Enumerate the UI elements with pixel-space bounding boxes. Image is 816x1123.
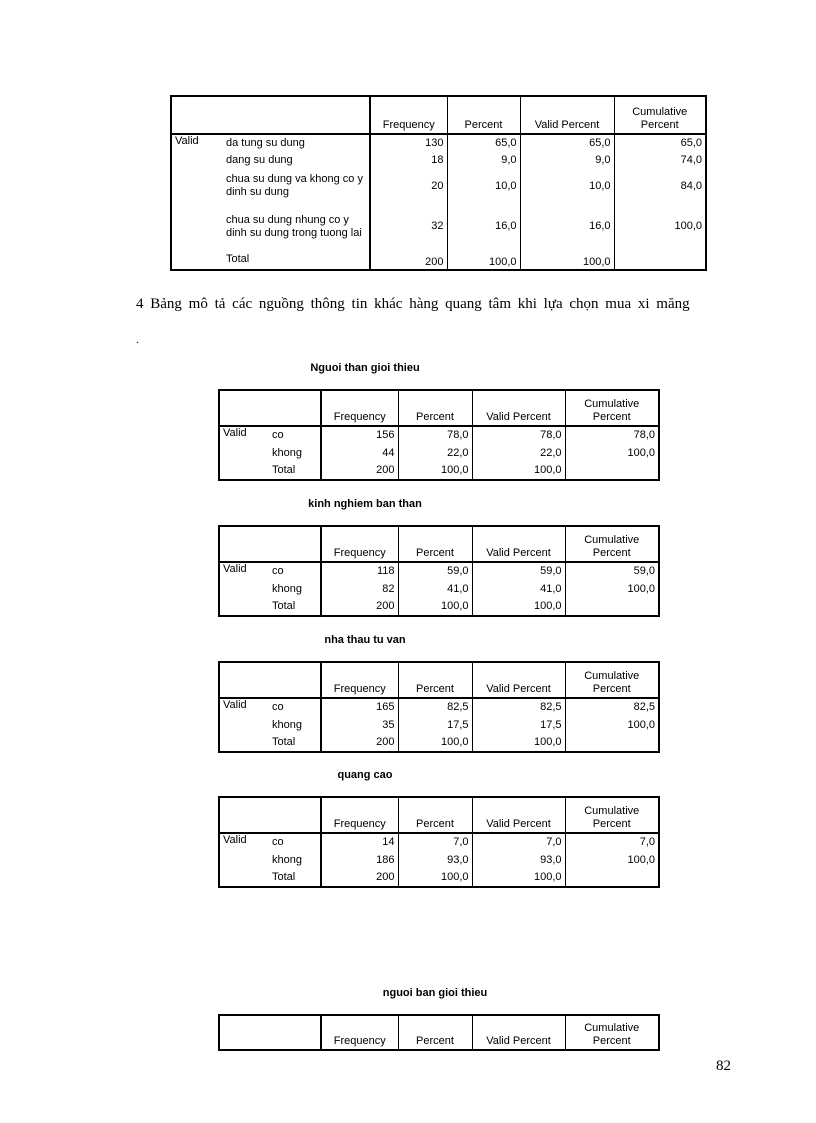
- total-label: Total: [272, 600, 296, 612]
- paragraph-dot: .: [136, 332, 139, 346]
- cumulative-percent-cell: 100,0: [565, 580, 659, 598]
- valid-percent-cell: 22,0: [472, 444, 565, 462]
- valid-label: Valid: [175, 135, 199, 147]
- percent-cell: 7,0: [398, 833, 472, 851]
- category-label: khong: [272, 582, 302, 595]
- total-label: Total: [272, 464, 296, 476]
- percent-cell: 100,0: [398, 598, 472, 616]
- header-cumulative-percent: Cumulative Percent: [565, 526, 659, 562]
- percent-cell: 41,0: [398, 580, 472, 598]
- table-title: quang cao: [337, 769, 393, 781]
- frequency-cell: 18: [370, 151, 447, 169]
- percent-cell: 93,0: [398, 851, 472, 869]
- category-label: chua su dung nhung co y dinh su dung trong tuong lai: [226, 213, 362, 239]
- cumulative-percent-cell: 100,0: [565, 716, 659, 734]
- frequency-cell: 200: [370, 250, 447, 270]
- cumulative-percent-cell: 100,0: [565, 444, 659, 462]
- cumulative-percent-cell: 100,0: [614, 203, 706, 250]
- header-valid-percent: Valid Percent: [472, 1015, 565, 1050]
- header-cumulative-percent: Cumulative Percent: [565, 390, 659, 426]
- cumulative-percent-cell: 84,0: [614, 169, 706, 203]
- header-percent: Percent: [398, 662, 472, 698]
- valid-percent-cell: 100,0: [472, 462, 565, 480]
- valid-label: Valid: [223, 563, 247, 575]
- cumulative-percent-cell: 65,0: [614, 134, 706, 151]
- percent-cell: 100,0: [398, 869, 472, 887]
- page-number: 82: [716, 1058, 731, 1074]
- valid-percent-cell: 7,0: [472, 833, 565, 851]
- header-cumulative-percent: Cumulative Percent: [565, 797, 659, 833]
- category-label: khong: [272, 718, 302, 731]
- valid-percent-cell: 10,0: [520, 169, 614, 203]
- category-label: da tung su dung: [226, 136, 305, 149]
- frequency-cell: 14: [321, 833, 398, 851]
- valid-percent-cell: 17,5: [472, 716, 565, 734]
- valid-percent-cell: 41,0: [472, 580, 565, 598]
- header-cumulative-percent: Cumulative Percent: [565, 1015, 659, 1050]
- frequency-cell: 35: [321, 716, 398, 734]
- frequency-table-kinh-nghiem: [218, 525, 660, 617]
- percent-cell: 22,0: [398, 444, 472, 462]
- valid-percent-cell: 65,0: [520, 134, 614, 151]
- table-title: nguoi ban gioi thieu: [382, 987, 488, 999]
- header-cumulative-percent: Cumulative Percent: [614, 96, 706, 134]
- percent-cell: 17,5: [398, 716, 472, 734]
- table-title: Nguoi than gioi thieu: [310, 362, 420, 374]
- cumulative-percent-cell: 74,0: [614, 151, 706, 169]
- section-paragraph: 4 Bảng mô tả các nguồng thông tin khác hàng quang tâm khi lựa chọn mua xi măng: [136, 296, 690, 312]
- frequency-cell: 200: [321, 869, 398, 887]
- percent-cell: 59,0: [398, 562, 472, 580]
- percent-cell: 10,0: [447, 169, 520, 203]
- total-label: Total: [226, 253, 250, 265]
- cumulative-percent-cell: 78,0: [565, 426, 659, 444]
- category-label: co: [272, 701, 284, 713]
- cumulative-percent-cell: 100,0: [565, 851, 659, 869]
- header-valid-percent: Valid Percent: [472, 526, 565, 562]
- valid-label: Valid: [223, 427, 247, 439]
- cumulative-percent-cell: 82,5: [565, 698, 659, 716]
- percent-cell: 100,0: [398, 734, 472, 752]
- header-frequency: Frequency: [321, 797, 398, 833]
- header-frequency: Frequency: [321, 526, 398, 562]
- total-label: Total: [272, 871, 296, 883]
- category-label: co: [272, 565, 284, 577]
- category-label: khong: [272, 446, 302, 459]
- header-percent: Percent: [398, 526, 472, 562]
- valid-percent-cell: 82,5: [472, 698, 565, 716]
- header-frequency: Frequency: [321, 390, 398, 426]
- frequency-cell: 165: [321, 698, 398, 716]
- valid-percent-cell: 100,0: [472, 598, 565, 616]
- valid-percent-cell: 100,0: [472, 734, 565, 752]
- valid-percent-cell: 100,0: [520, 250, 614, 270]
- valid-percent-cell: 78,0: [472, 426, 565, 444]
- total-label: Total: [272, 736, 296, 748]
- frequency-cell: 44: [321, 444, 398, 462]
- frequency-cell: 186: [321, 851, 398, 869]
- cumulative-percent-cell: 59,0: [565, 562, 659, 580]
- header-frequency: Frequency: [321, 1015, 398, 1050]
- header-percent: Percent: [398, 390, 472, 426]
- frequency-cell: 118: [321, 562, 398, 580]
- frequency-cell: 82: [321, 580, 398, 598]
- frequency-cell: 130: [370, 134, 447, 151]
- percent-cell: 16,0: [447, 203, 520, 250]
- usage-status-table: [170, 95, 707, 271]
- category-label: co: [272, 836, 284, 848]
- percent-cell: 65,0: [447, 134, 520, 151]
- valid-percent-cell: 59,0: [472, 562, 565, 580]
- frequency-table-nha-thau: [218, 661, 660, 753]
- frequency-table-quang-cao: [218, 796, 660, 888]
- header-valid-percent: Valid Percent: [472, 662, 565, 698]
- valid-percent-cell: 100,0: [472, 869, 565, 887]
- frequency-table-nguoi-than: [218, 389, 660, 481]
- header-cumulative-percent: Cumulative Percent: [565, 662, 659, 698]
- header-percent: Percent: [398, 797, 472, 833]
- header-valid-percent: Valid Percent: [472, 797, 565, 833]
- cumulative-percent-cell: 7,0: [565, 833, 659, 851]
- table-title: kinh nghiem ban than: [308, 498, 422, 510]
- header-percent: Percent: [398, 1015, 472, 1050]
- category-label: khong: [272, 853, 302, 866]
- table-title: nha thau tu van: [324, 634, 406, 646]
- category-label: chua su dung va khong co y dinh su dung: [226, 173, 363, 198]
- valid-label: Valid: [223, 834, 247, 846]
- header-valid-percent: Valid Percent: [520, 96, 614, 134]
- valid-percent-cell: 16,0: [520, 203, 614, 250]
- frequency-cell: 156: [321, 426, 398, 444]
- frequency-table-nguoi-ban: [218, 1014, 660, 1051]
- valid-percent-cell: 93,0: [472, 851, 565, 869]
- header-percent: Percent: [447, 96, 520, 134]
- percent-cell: 100,0: [447, 250, 520, 270]
- frequency-cell: 20: [370, 169, 447, 203]
- percent-cell: 82,5: [398, 698, 472, 716]
- header-frequency: Frequency: [321, 662, 398, 698]
- frequency-cell: 200: [321, 598, 398, 616]
- valid-label: Valid: [223, 699, 247, 711]
- frequency-cell: 32: [370, 203, 447, 250]
- percent-cell: 78,0: [398, 426, 472, 444]
- frequency-cell: 200: [321, 734, 398, 752]
- percent-cell: 9,0: [447, 151, 520, 169]
- category-label: co: [272, 429, 284, 441]
- category-label: dang su dung: [226, 153, 293, 166]
- percent-cell: 100,0: [398, 462, 472, 480]
- header-frequency: Frequency: [370, 96, 447, 134]
- frequency-cell: 200: [321, 462, 398, 480]
- valid-percent-cell: 9,0: [520, 151, 614, 169]
- header-valid-percent: Valid Percent: [472, 390, 565, 426]
